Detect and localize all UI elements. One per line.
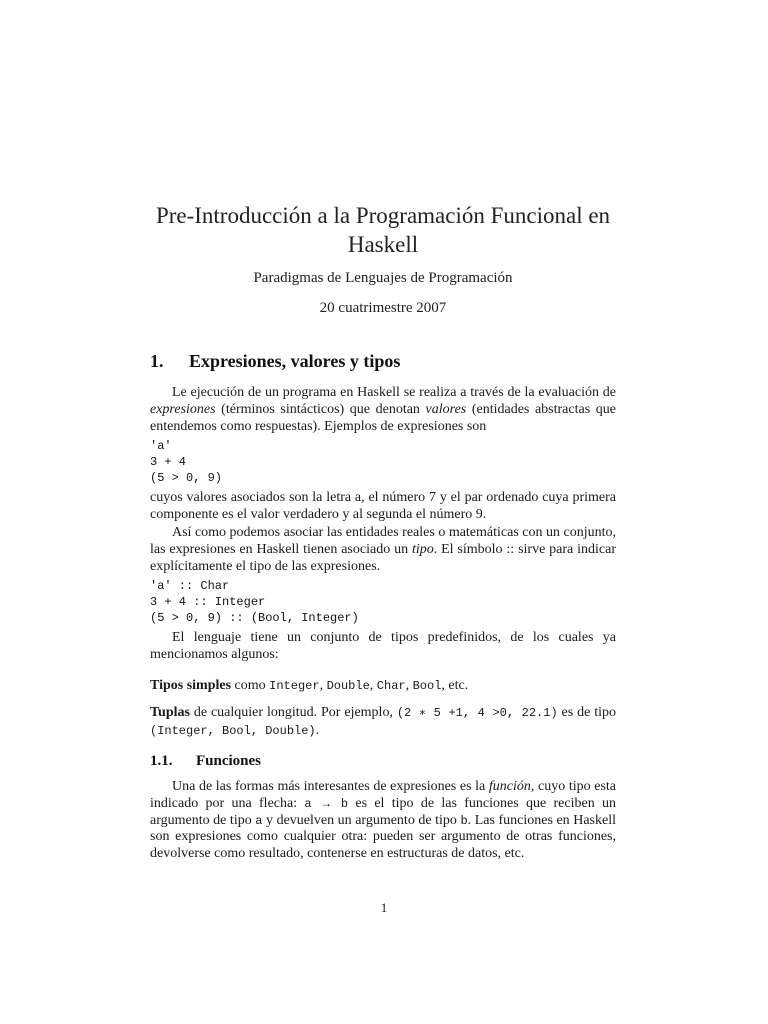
section-1-1-heading (150, 753, 261, 770)
code-line: 3 + 4 :: Integer (150, 595, 266, 609)
document-subtitle: Paradigmas de Lenguajes de Programación (253, 270, 513, 286)
title-line-1: Pre-Introducción a la Programación Funcional en (155, 203, 611, 228)
code-line: 'a' (150, 439, 172, 453)
section-1-1-number: 1.1. (150, 753, 173, 769)
document-date: 20 cuatrimestre 2007 (319, 300, 447, 316)
code-line: (5 > 0, 9) (150, 471, 223, 485)
section-1-paragraph-2: cuyos valores asociados son la letra a, el número 7 y el par ordenado cuya primera componente es el valor verdadero y al segunda el número 9. (150, 490, 616, 522)
section-1-title: Expresiones, valores y tipos (189, 351, 401, 371)
code-line: (5 > 0, 9) :: (Bool, Integer) (150, 611, 359, 625)
section-1-1-title: Funciones (196, 753, 262, 769)
section-1-paragraph-3: Así como podemos asociar las entidades reales o matemáticas con un conjunto, las expresiones en Haskell tienen asociado un tipo. El símbolo :: sirve para indicar explícitamente el tipo de las expresiones. (150, 525, 617, 574)
code-example-2 (150, 578, 359, 626)
code-line: 'a' :: Char (150, 579, 230, 593)
document-title (130, 201, 636, 259)
list-item-simple-types: Tipos simples como Integer, Double, Char, Bool, etc. (150, 678, 469, 693)
section-1-heading (150, 351, 400, 372)
list-item-tuples: Tuplas de cualquier longitud. Por ejemplo, (2 ∗ 5 +1, 4 >0, 22.1) es de tipo (Integer, Bool, Double). (150, 705, 616, 738)
section-1-number: 1. (150, 351, 164, 371)
code-line: 3 + 4 (150, 455, 187, 469)
page-number: 1 (380, 900, 388, 915)
section-1-paragraph-4: El lenguaje tiene un conjunto de tipos predefinidos, de los cuales ya mencionamos algunos: (150, 630, 616, 662)
code-example-1 (150, 438, 222, 486)
section-1-1-paragraph: Una de las formas más interesantes de expresiones es la función, cuyo tipo esta indicado por una flecha: a → b es el tipo de las funciones que reciben un argumento de tipo a y devuelven un argumento de tipo b. Las funciones en Haskell son expresiones como cualquier otra: pueden ser argumento de otras funciones, devolverse como resultado, contenerse en estructuras de datos, etc. (150, 779, 617, 862)
title-line-2: Haskell (347, 232, 419, 257)
section-1-paragraph-1: Le ejecución de un programa en Haskell se realiza a través de la evaluación de expresiones (términos sintácticos) que denotan valores (entidades abstractas que entendemos como respuestas). Ejemplos de expresiones son (150, 385, 616, 434)
